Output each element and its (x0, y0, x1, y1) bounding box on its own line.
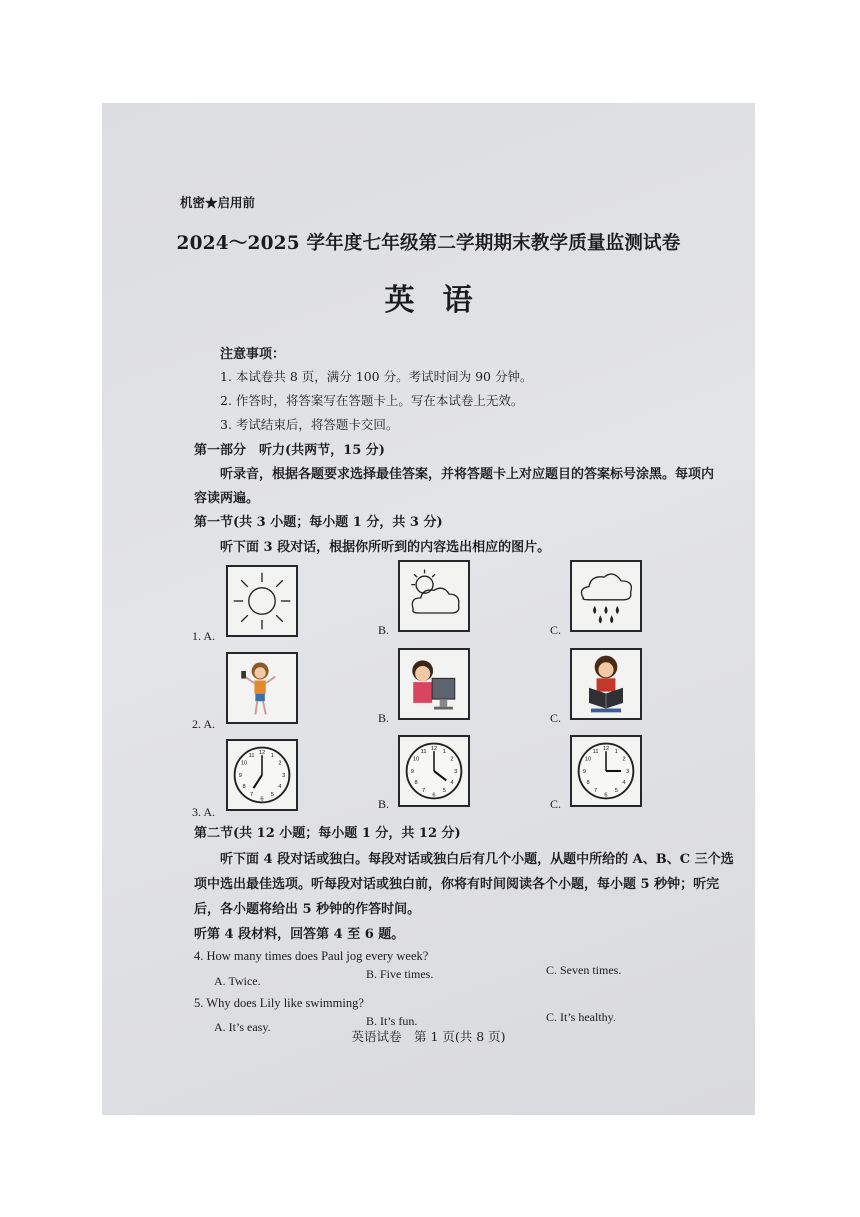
clock-icon (570, 735, 642, 807)
svg-text:9: 9 (582, 768, 586, 775)
svg-text:4: 4 (450, 780, 454, 787)
part1-instruction-cont: 容读两遍。 (194, 491, 260, 506)
question-label: 2. A. (192, 717, 216, 731)
svg-text:8: 8 (586, 780, 590, 787)
svg-text:10: 10 (240, 760, 248, 767)
svg-text:8: 8 (414, 780, 418, 787)
svg-text:6: 6 (260, 796, 264, 803)
note-item: 1. 本试卷共 8 页，满分 100 分。考试时间为 90 分钟。 (220, 369, 533, 384)
svg-text:12: 12 (258, 750, 266, 757)
svg-text:7: 7 (594, 787, 598, 794)
svg-text:12: 12 (602, 746, 610, 753)
question-label: 1. A. (192, 629, 216, 643)
section2-instruction-cont: 项中选出最佳选项。听每段对话或独白前，你将有时间阅读各个小题，每小题 5 秒钟；听完 (194, 877, 720, 892)
option-c: C. Seven times. (546, 963, 622, 977)
svg-text:5: 5 (442, 787, 446, 794)
svg-text:6: 6 (432, 792, 436, 799)
option-label: B. (378, 623, 390, 637)
svg-text:9: 9 (238, 772, 242, 779)
part1-title: 第一部分 听力(共两节，15 分) (194, 443, 385, 458)
svg-text:1: 1 (442, 749, 446, 756)
material-instruction: 听第 4 段材料，回答第 4 至 6 题。 (194, 927, 405, 942)
option-c: C. It’s healthy. (546, 1010, 616, 1024)
note-item: 3. 考试结束后，将答题卡交回。 (220, 417, 399, 432)
question-stem: 5. Why does Lily like swimming? (194, 996, 364, 1010)
partly-cloudy-icon (398, 560, 470, 632)
exam-title: 2024～2025 学年度七年级第二学期期末教学质量监测试卷 (176, 233, 681, 254)
section1-title: 第一节(共 3 小题；每小题 1 分，共 3 分) (194, 515, 443, 530)
svg-text:11: 11 (248, 753, 255, 760)
option-label: B. (378, 711, 390, 725)
notes-heading: 注意事项： (220, 347, 286, 362)
section1-instruction: 听下面 3 段对话，根据你所听到的内容选出相应的图片。 (220, 540, 551, 555)
svg-text:2: 2 (278, 760, 282, 767)
girl-reading-icon (570, 648, 642, 720)
svg-text:10: 10 (584, 756, 592, 763)
svg-text:2: 2 (450, 756, 454, 763)
section2-instruction-cont: 后，各小题将给出 5 秒钟的作答时间。 (194, 902, 421, 917)
svg-text:1: 1 (614, 749, 618, 756)
svg-text:3: 3 (626, 768, 630, 775)
exam-page (102, 103, 755, 1115)
svg-text:7: 7 (250, 791, 254, 798)
svg-text:9: 9 (410, 768, 414, 775)
note-item: 2. 作答时，将答案写在答题卡上。写在本试卷上无效。 (220, 393, 524, 408)
option-b: B. It’s fun. (366, 1014, 418, 1028)
page-footer: 英语试卷 第 1 页(共 8 页) (351, 1029, 506, 1044)
option-label: C. (550, 797, 562, 811)
question-stem: 4. How many times does Paul jog every week? (194, 949, 429, 963)
svg-text:7: 7 (422, 787, 426, 794)
svg-text:11: 11 (592, 749, 599, 756)
clock-icon (226, 739, 298, 811)
svg-text:12: 12 (430, 746, 438, 753)
rainy-icon (570, 560, 642, 632)
clock-icon (398, 735, 470, 807)
svg-text:4: 4 (622, 780, 626, 787)
sunny-icon (226, 565, 298, 637)
girl-with-phone-icon (226, 652, 298, 724)
part1-instruction: 听录音，根据各题要求选择最佳答案，并将答题卡上对应题目的答案标号涂黑。每项内 (220, 467, 715, 482)
section2-title: 第二节(共 12 小题；每小题 1 分，共 12 分) (194, 826, 461, 841)
svg-text:4: 4 (278, 784, 282, 791)
svg-text:10: 10 (412, 756, 420, 763)
svg-text:8: 8 (242, 784, 246, 791)
svg-text:3: 3 (454, 768, 458, 775)
subject-title: 英语 (384, 283, 501, 318)
question-label: 3. A. (192, 805, 216, 819)
option-label: B. (378, 797, 390, 811)
svg-text:11: 11 (420, 749, 427, 756)
svg-text:5: 5 (614, 787, 618, 794)
girl-at-computer-icon (398, 648, 470, 720)
option-b: B. Five times. (366, 967, 434, 981)
svg-text:6: 6 (604, 792, 608, 799)
option-label: C. (550, 623, 562, 637)
option-a: A. It’s easy. (214, 1020, 271, 1034)
svg-text:2: 2 (622, 756, 626, 763)
svg-text:3: 3 (282, 772, 286, 779)
confidential-label: 机密★启用前 (180, 195, 256, 210)
svg-text:1: 1 (270, 753, 274, 760)
svg-text:5: 5 (270, 791, 274, 798)
option-label: C. (550, 711, 562, 725)
section2-instruction: 听下面 4 段对话或独白。每段对话或独白后有几个小题，从题中所给的 A、B、C 三个选 (220, 852, 734, 867)
option-a: A. Twice. (214, 974, 261, 988)
